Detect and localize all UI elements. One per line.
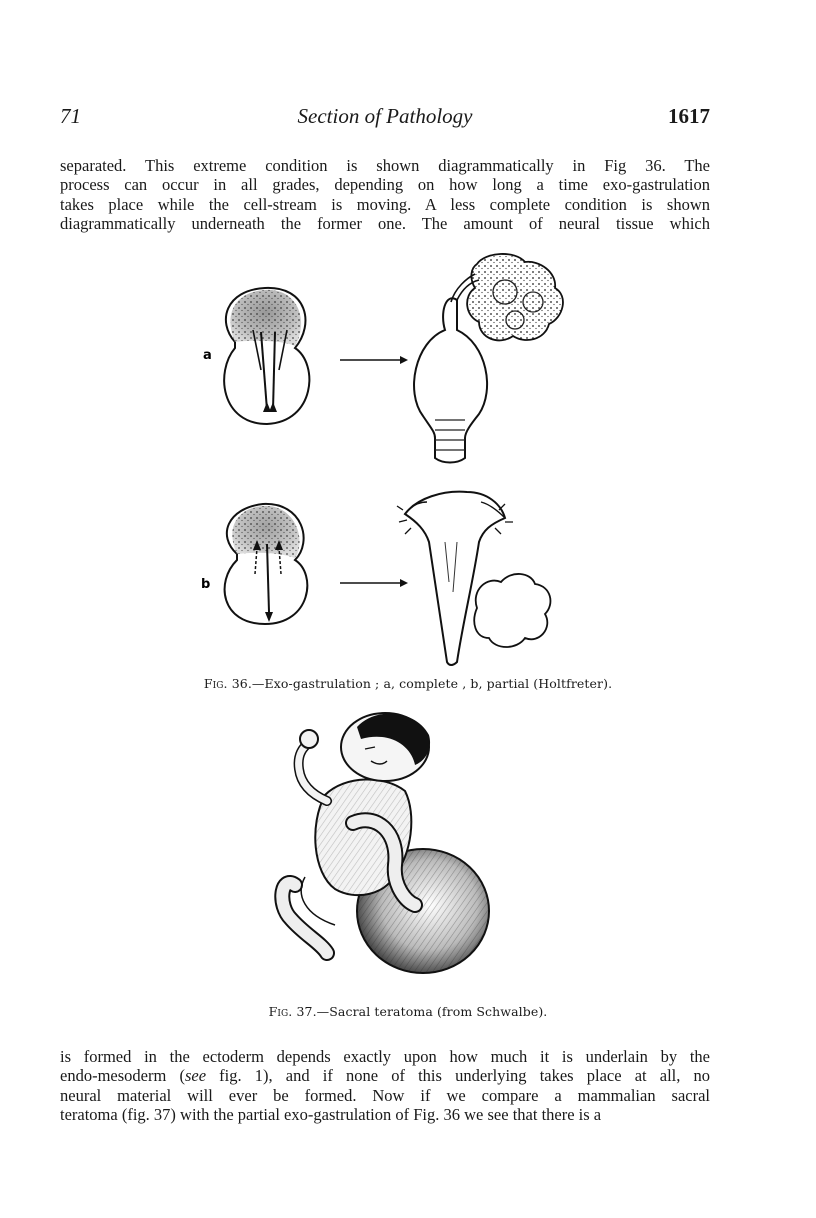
figure-36-diagram [195,252,595,672]
figure-36-caption [0,676,816,691]
embryo-b [225,504,308,624]
text-segment: endo-mesoderm ( [60,1066,185,1086]
caption-text: 36.—Exo-gastrulation ; a, complete , b, partial (Holtfreter). [231,676,613,691]
text-line: is formed in the ectoderm depends exactly upon how much it is underlain by the [60,1047,710,1066]
text-line [60,1066,710,1085]
page-section-number: 71 [60,104,81,128]
figure-37-caption [0,1004,816,1019]
running-header [60,104,710,134]
figure-label-prefix: Fig. [268,1004,293,1019]
caption-text: 37.—Sacral teratoma (from Schwalbe). [296,1004,548,1019]
top-paragraph [60,156,710,233]
text-line: neural material will ever be formed. Now if we compare a mammalian sacral [60,1085,710,1105]
figure-37-illustration [265,705,495,995]
page-number: 1617 [668,104,710,128]
text-line: teratoma (fig. 37) with the partial exo-gastrulation of Fig. 36 we see that there is a [60,1104,602,1124]
text-line: process can occur in all grades, depending on how long a time exo-gastrulation [60,175,710,195]
embryo-a [224,288,309,424]
italic-see: see [184,1066,207,1086]
text-line: takes place while the cell-stream is moving. A less complete condition is shown [60,194,710,214]
text-line: diagrammatically underneath the former one. The amount of neural tissue which [60,213,710,233]
text-segment: fig. 1), and if none of this underlying takes place at all, no [206,1066,711,1086]
exogastrula-a [414,254,563,463]
bottom-paragraph [60,1047,710,1124]
text-line: separated. This extreme condition is shown diagrammatically in Fig 36. The [60,156,710,175]
figure-label-prefix: Fig. [203,676,228,691]
arrow-b [340,579,408,587]
exogastrula-b [397,492,550,665]
arrow-a [340,356,408,364]
running-title: Section of Pathology [297,104,473,128]
figure-label-a: a [203,348,212,363]
figure-label-b: b [201,577,211,592]
